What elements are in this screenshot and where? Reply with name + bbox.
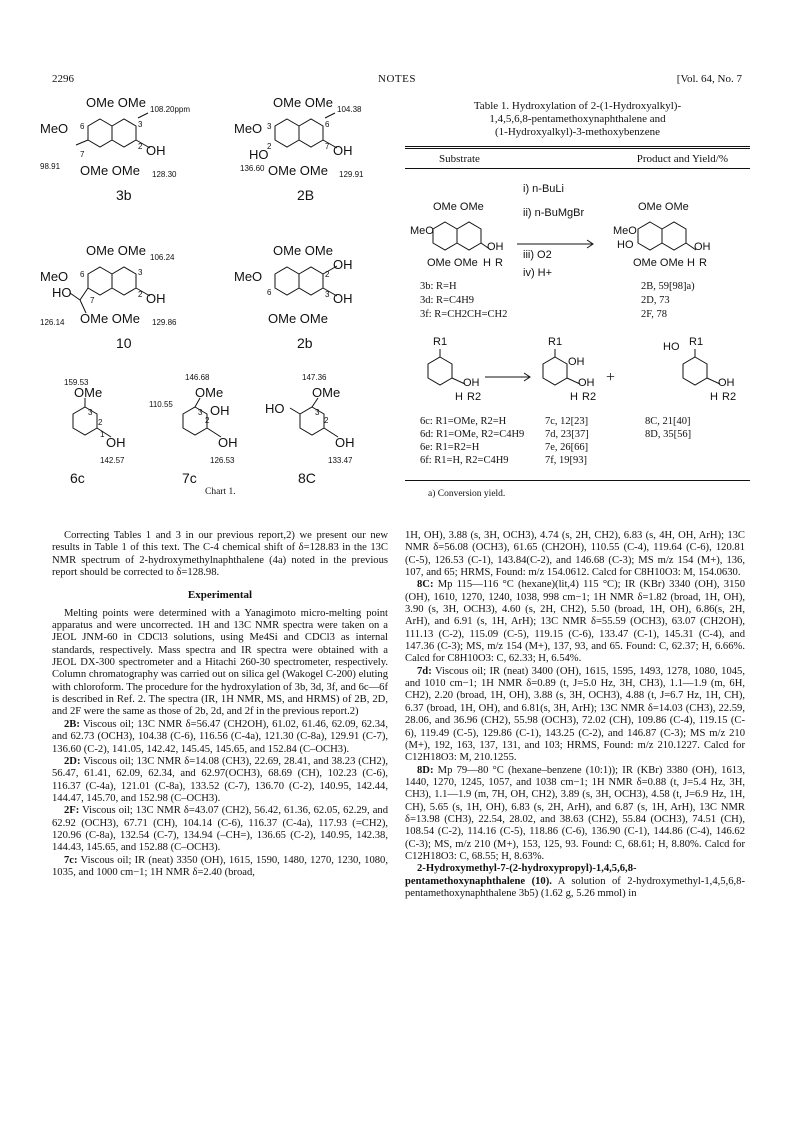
row-3d-product: 2D, 73 [641, 295, 670, 306]
table-title [405, 100, 750, 139]
2B-num-6: 6 [325, 120, 330, 129]
3b-num-3: 3 [138, 120, 143, 129]
compound-2F-text: Viscous oil; 13C NMR δ=43.07 (CH2), 56.42, 61.36, 62.05, 62.29, and 62.92 (OCH3), 67.71 (CH), 104.14 (C-6), 116.37 (C-4a), 117.93 (=CH2), 120.96 (C-8a), 132.54 (C-7), 134.94 (–CH=), 136.65 (C-2), 140.95, 142.38, 144.43, 145.65, and 152.88 (C–OCH3). [52, 805, 388, 854]
tbl-prod-ome-top: OMe OMe [638, 201, 689, 213]
compound-2F-paragraph [52, 805, 388, 854]
row-6f-substrate: 6f: R1=H, R2=C4H9 [420, 455, 509, 466]
tbl-p1-oh: OH [578, 377, 595, 389]
col-product: Product and Yield/% [636, 153, 728, 165]
row-3f-substrate: 3f: R=CH2CH=CH2 [420, 309, 508, 320]
reagent-2: ii) n-BuMgBr [523, 207, 585, 219]
6c-compound-label: 6c [70, 470, 85, 486]
6c-oh: OH [106, 435, 126, 450]
row-6d-product-1: 7d, 23[37] [545, 429, 589, 440]
2b-ome-bottom: OMe OMe [268, 311, 328, 326]
3b-meo: MeO [40, 121, 69, 136]
6c-num-2: 2 [98, 418, 103, 427]
compound-2B-paragraph [52, 719, 388, 756]
3b-ome-bottom: OMe OMe [80, 163, 140, 178]
table-footnote: a) Conversion yield. [428, 489, 506, 499]
2B-meo: MeO [234, 121, 263, 136]
2B-ome-bottom: OMe OMe [268, 163, 328, 178]
compound-2B-text: Viscous oil; 13C NMR δ=56.47 (CH2OH), 61.02, 61.46, 62.09, 62.34, and 62.73 (OCH3), 104.38 (C-6), 116.56 (C-4a), 121.30 (C-8a), 129.91 (C-7), 136.60 (C-2), 141.05, 142.42, 145.45, 145.65, and 152.84 (C–OCH3). [52, 718, 388, 755]
tbl-p2-oh: OH [718, 377, 735, 389]
tbl-prod-ome-bottom: OMe OMe [633, 257, 684, 269]
tbl-sub-ome-bottom: OMe OMe [427, 257, 478, 269]
7c-num-3: 3 [198, 408, 203, 417]
experimental-heading: Experimental [187, 589, 253, 602]
6c-ppm-c3: 159.53 [64, 378, 89, 387]
tbl-p1-h: H [570, 391, 578, 403]
tbl-sub-ome-top: OMe OMe [433, 201, 484, 213]
intro-paragraph: Correcting Tables 1 and 3 in our previous report,2) we present our new results in Table 1 of this text. The C-4 chemical shift of δ=128.83 in the 13C NMR spectrum of 2-hydroxymethylnaphthalene (4a) noted in the previous report should be corrected to δ=128.98. [52, 530, 388, 579]
10-ome-bottom: OMe OMe [80, 311, 140, 326]
10-ome-top: OMe OMe [86, 243, 146, 258]
compound-2D-paragraph [52, 756, 388, 805]
2B-ppm-c2: 136.60 [240, 164, 265, 173]
2B-ppm-c6: 104.38 [337, 105, 362, 114]
compound-7c-paragraph [52, 855, 388, 880]
tbl-p1-r1: R1 [548, 336, 563, 348]
8c-num-2: 2 [324, 416, 329, 425]
3b-ppm-c1: 128.30 [152, 170, 177, 179]
8c-oh: OH [335, 435, 355, 450]
tbl-prod-meo: MeO [613, 225, 637, 237]
2b-compound-label: 2b [297, 335, 313, 351]
tbl-prod-oh: OH [694, 241, 711, 253]
reagent-3: iii) O2 [523, 249, 552, 261]
10-num-7: 7 [90, 296, 95, 305]
2B-ppm-c7: 129.91 [339, 170, 364, 179]
7c-ppm-c4: 110.55 [149, 400, 173, 409]
row-3f-product: 2F, 78 [641, 309, 667, 320]
2b-num-6: 6 [267, 288, 272, 297]
row-6d-product-2: 8D, 35[56] [645, 429, 692, 440]
chart-1-structures [40, 95, 405, 505]
8c-ho: HO [265, 401, 285, 416]
compound-10-paragraph [405, 863, 745, 900]
2b-num-3: 3 [325, 290, 330, 299]
plus-sign: + [606, 369, 616, 386]
reagent-4: iv) H+ [523, 267, 553, 279]
compound-8D-text: Mp 79—80 °C (hexane–benzene (10:1)); IR (KBr) 3380 (OH), 1613, 1440, 1270, 1245, 1057, and 1038 cm−1; 1H NMR δ=0.88 (t, J=5.4 Hz, 3H, CH3), 1.1—1.9 (m, 7H, OH, CH2), 3.89 (s, 3H, OCH3), 4.58 (t, J=6.9 Hz, 1H, CH), 5.65 (s, 1H, OH), 6.83 (s, 2H, ArH), and 6.87 (s, 1H, ArH), 13C NMR δ=13.98 (CH3), 22.54, 28.02, and 38.63 (CH2), 55.84 (OCH3), 74.51 (CH), 108.54 (C-2), 114.16 (C-5), 118.86 (C-6), 136.90 (C-1), 144.86 (C-4), 146.62 (C-3); MS, m/z 210 (M+), 153, 125, 93. Found: C, 68.61; H, 8.80%. Calcd for C12H18O3: C, 68.55; H, 8.63%. [405, 764, 745, 862]
row-3b-substrate: 3b: R=H [420, 281, 457, 292]
6c-ome: OMe [74, 385, 103, 400]
tbl-sub-h: H [483, 257, 491, 269]
compound-7c-label: 7c: [64, 854, 78, 866]
3b-ome-top: OMe OMe [86, 95, 146, 110]
compound-10-text: A solution of 2-hydroxymethyl-1,4,5,6,8-pentamethoxynaphthalene 3b5) (1.62 g, 5.26 mmol) in [405, 875, 745, 899]
compound-7c-continued: 1H, OH), 3.88 (s, 3H, OCH3), 4.74 (s, 2H, CH2), 6.83 (s, 4H, OH, ArH); 13C NMR δ=56.08 (OCH3), 61.65 (CH2OH), 110.55 (C-4), 119.64 (C-6), 120.81 (C-5), 126.53 (C-1), 143.84(C-2), and 146.68 (C-3); MS m/z 154 (M+), 136, 107, and 65; HRMS, Found: m/z 154.0612. Calcd for C8H10O3: M, 154.0630. [405, 530, 745, 579]
10-oh: OH [146, 291, 166, 306]
table-title-line-3: (1-Hydroxyalkyl)-3-methoxybenzene [495, 126, 660, 138]
2B-num-3: 3 [267, 122, 272, 131]
tbl-sub-r: R [495, 257, 503, 269]
8c-ome: OMe [312, 385, 341, 400]
8c-ppm-c1: 133.47 [328, 456, 353, 465]
row-6c-substrate: 6c: R1=OMe, R2=H [420, 416, 507, 427]
10-num-6: 6 [80, 270, 85, 279]
tbl-p1-oh-ring: OH [568, 356, 585, 368]
7c-ppm-c3: 146.68 [185, 373, 210, 382]
3b-num-6: 6 [80, 122, 85, 131]
right-column [405, 530, 745, 900]
2B-ome-top: OMe OMe [273, 95, 333, 110]
tbl-benz-h: H [455, 391, 463, 403]
tbl-p2-ho: HO [663, 341, 680, 353]
compound-7d-label: 7d: [417, 665, 432, 677]
tbl-p2-r1: R1 [689, 336, 704, 348]
tbl-benz-r2: R2 [467, 391, 482, 403]
3b-compound-label: 3b [116, 187, 132, 203]
10-ppm-c3: 106.24 [150, 253, 175, 262]
compound-2F-label: 2F: [64, 805, 80, 817]
6c-num-1: 1 [100, 430, 105, 439]
compound-8C-label: 8C: [417, 579, 434, 591]
compound-8D-label: 8D: [417, 764, 434, 776]
compound-8D-paragraph [405, 765, 745, 864]
row-6e-substrate: 6e: R1=R2=H [420, 442, 480, 453]
row-6d-substrate: 6d: R1=OMe, R2=C4H9 [420, 429, 525, 440]
reagent-1: i) n-BuLi [523, 183, 564, 195]
3b-oh: OH [146, 143, 166, 158]
10-ho: HO [52, 285, 72, 300]
section-title: NOTES [378, 73, 416, 85]
row-6c-product-2: 8C, 21[40] [645, 416, 691, 427]
row-3b-product: 2B, 59[98]a) [641, 281, 695, 292]
compound-7d-text: Viscous oil; IR (neat) 3400 (OH), 1615, 1595, 1493, 1278, 1080, 1045, and 1010 cm−1; 1H NMR δ=0.89 (t, J=5.0 Hz, 3H, CH3), 1.1—1.9 (m, 6H, CH2), 2.20 (broad, 1H, OH), 3.88 (s, 3H, OCH3), 4.88 (t, J=6.7 Hz, 1H, CH), 6.37 (broad, 1H, OH), and 6.81(s, 3H, ArH); 13C NMR δ=14.03 (CH3), 22.59, 28.06, and 36.96 (CH2), 55.98 (OCH3), 72.02 (CH), 109.86 (C-4), 119.15 (C-6), 119.49 (C-5), 129.86 (C-1), 143.25 (C-2), and 146.87 (C-3); MS m/z 210 (M+), 192, 163, 137, 131, and 103; HRMS, Found: m/z 210.1227. Calcd for C12H18O3: M, 210.1255. [405, 665, 745, 764]
methods-paragraph: Melting points were determined with a Yanagimoto micro-melting point apparatus and were uncorrected. 1H and 13C NMR spectra were taken on a JEOL JNM-60 in CDCl3 solutions, using Me4Si and CDCl3 as internal standards, respectively. Mass spectra and IR spectra were obtained with a JEOL DX-300 spectrometer and a Hitachi 260-30 spectrometer, respectively. Column chromatography was carried out on silica gel (Wakogel C-200) eluting with chloroform. The procedure for the hydroxylation of 3b, 3d, 3f, and 6c—6f is described in Ref. 2. The spectra (IR, 1H NMR, MS, and HRMS) of 2B, 2D, and 2F were the same as those of 2b, 2d, and 2f in the previous report.2) [52, 607, 388, 718]
table-top-rule-2 [405, 148, 750, 149]
structure-6c [73, 398, 111, 437]
3b-ppm-c3: 108.20ppm [150, 105, 191, 114]
8c-num-3: 3 [315, 408, 320, 417]
2B-num-7: 7 [325, 142, 330, 151]
2b-oh-lower: OH [333, 291, 353, 306]
7c-ppm-c1: 126.53 [210, 456, 235, 465]
tbl-p2-h: H [710, 391, 718, 403]
table-top-rule [405, 146, 750, 147]
table-title-line-1: Table 1. Hydroxylation of 2-(1-Hydroxyalkyl)- [473, 100, 682, 112]
3b-num-7: 7 [80, 150, 85, 159]
running-header [52, 73, 742, 89]
table-bottom-rule [405, 480, 750, 481]
tbl-prod-ho: HO [617, 239, 634, 251]
10-num-2: 2 [138, 290, 143, 299]
7c-ome: OMe [195, 385, 224, 400]
7c-oh-ring: OH [210, 403, 230, 418]
tbl-sub-meo: MeO [410, 225, 434, 237]
7c-num-2: 2 [205, 416, 210, 425]
3b-num-2: 2 [138, 142, 143, 151]
compound-8C-paragraph [405, 579, 745, 665]
2B-ho: HO [249, 147, 269, 162]
10-ppm-c1: 129.86 [152, 318, 177, 327]
tbl-prod-r: R [699, 257, 707, 269]
table-1-scheme [405, 172, 750, 482]
tbl-p2-r2: R2 [722, 391, 737, 403]
compound-2D-text: Viscous oil; 13C NMR δ=14.08 (CH3), 22.69, 28.41, and 38.23 (CH2), 56.47, 61.41, 62.09, 62.34, and 62.97(OCH3), 68.69 (CH), 102.23 (C-6), 116.37 (C-4a), 121.01 (C-8a), 133.52 (C-7), 136.70 (C-2), 140.95, 142.44, 144.47, 145.70, and 152.98 (C–OCH3). [52, 755, 388, 804]
10-num-3: 3 [138, 268, 143, 277]
left-column [52, 530, 388, 879]
6c-num-3: 3 [88, 408, 93, 417]
2b-num-2: 2 [325, 270, 330, 279]
col-substrate: Substrate [439, 153, 480, 165]
row-6f-product-1: 7f, 19[93] [545, 455, 587, 466]
tbl-p1-r2: R2 [582, 391, 597, 403]
tbl-benz-oh: OH [463, 377, 480, 389]
7c-oh-chain: OH [218, 435, 238, 450]
row-3d-substrate: 3d: R=C4H9 [420, 295, 475, 306]
chart-caption: Chart 1. [205, 487, 236, 497]
6c-ppm-c1: 142.57 [100, 456, 125, 465]
tbl-sub-oh: OH [487, 241, 504, 253]
8c-ppm-c3: 147.36 [302, 373, 327, 382]
7c-compound-label: 7c [182, 470, 197, 486]
table-title-line-2: 1,4,5,6,8-pentamethoxynaphthalene and [489, 113, 666, 125]
compound-10-label: 2-Hydroxymethyl-7-(2-hydroxypropyl)-1,4,5,6,8-pentamethoxynaphthalene (10). [405, 863, 637, 887]
structure-8c [290, 398, 338, 437]
compound-2D-label: 2D: [64, 755, 81, 767]
compound-7c-text: Viscous oil; IR (neat) 3350 (OH), 1615, 1590, 1480, 1270, 1230, 1080, 1035, and 1000 cm−1; 1H NMR δ=2.40 (broad, [52, 854, 388, 878]
volume-info: [Vol. 64, No. 7 [676, 73, 742, 85]
10-meo: MeO [40, 269, 69, 284]
table-header-rule [405, 168, 750, 169]
10-compound-label: 10 [116, 335, 132, 351]
3b-ppm-c7: 98.91 [40, 162, 61, 171]
compound-8C-text: Mp 115—116 °C (hexane)(lit,4) 115 °C); IR (KBr) 3340 (OH), 3150 (OH), 1610, 1270, 1240, 1038, 998 cm−1; 1H NMR δ=1.82 (broad, 1H, OH), 3.90 (s, 3H, OCH3), 4.60 (s, 2H, CH2), 5.50 (broad, 1H, OH), 6.86(s, 2H, ArH), and 6.91 (s, 1H, ArH); 13C NMR δ=55.59 (OCH3), 63.07 (CH2OH), 111.13 (C-2), 115.09 (C-5), 119.15 (C-6), 133.47 (C-1), 145.31 (C-4), and 147.36 (C-3); MS, m/z 154 (M+), 137, 93, and 65. Found: C, 62.37; H, 6.66%. Calcd for C8H10O3: C, 62.33; H, 6.54%. [405, 579, 745, 665]
compound-2B-label: 2B: [64, 718, 80, 730]
2b-ome-top: OMe OMe [273, 243, 333, 258]
8c-compound-label: 8C [298, 470, 316, 486]
tbl-benz-r1: R1 [433, 336, 448, 348]
row-6c-product-1: 7c, 12[23] [545, 416, 589, 427]
compound-7d-paragraph [405, 666, 745, 765]
tbl-prod-h: H [687, 257, 695, 269]
2B-oh: OH [333, 143, 353, 158]
row-6e-product-1: 7e, 26[66] [545, 442, 589, 453]
2b-meo: MeO [234, 269, 263, 284]
2b-oh-upper: OH [333, 257, 353, 272]
10-ppm-c7: 126.14 [40, 318, 65, 327]
2B-num-2: 2 [267, 142, 272, 151]
2B-compound-label: 2B [297, 187, 315, 203]
page-number: 2296 [52, 73, 74, 85]
